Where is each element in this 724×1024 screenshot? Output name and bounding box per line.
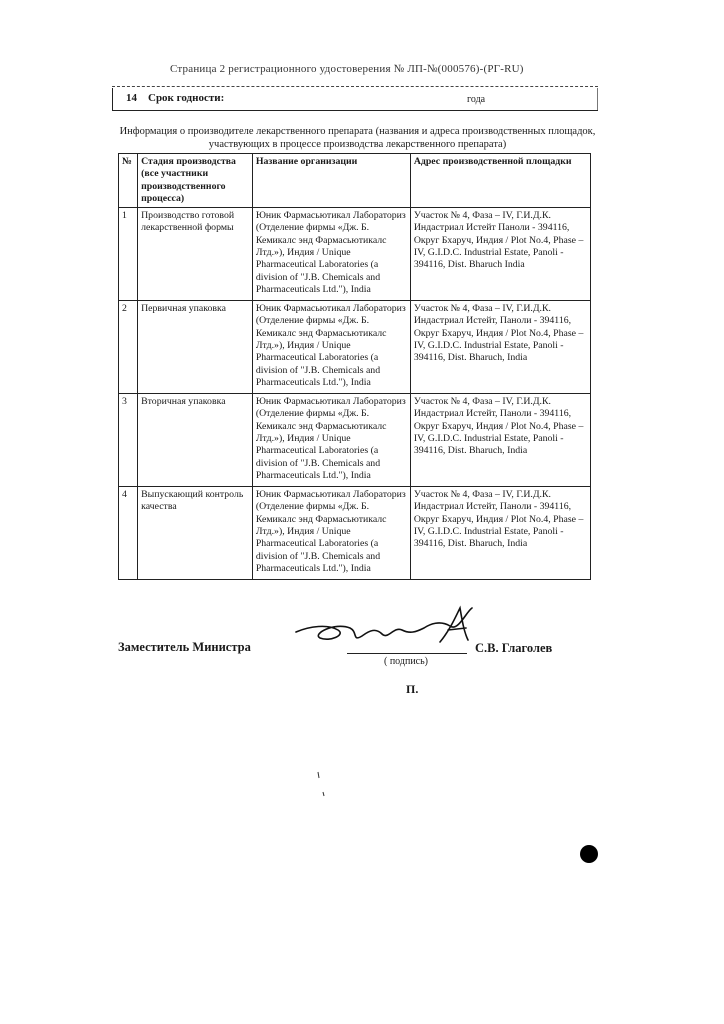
row-stage: Первичная упаковка	[138, 301, 253, 394]
shelf-life-label: Срок годности:	[148, 92, 225, 104]
shelf-life-unit: года	[467, 94, 486, 105]
row-num: 3	[119, 394, 138, 487]
scan-specks-icon	[310, 770, 340, 810]
header-address: Адрес производственной площадки	[410, 154, 590, 208]
row-organization: Юник Фармасьютикал Лабораториз (Отделение фирмы «Дж. Б. Кемикалс энд Фармасьютикалс Лтд.»), Индия / Unique Pharmaceutical Laboratories (a division of "J.B. Chemicals and Pharmaceuticals Ltd."), India	[252, 301, 410, 394]
row-address: Участок № 4, Фаза – IV, Г.И.Д.К. Индастриал Истейт, Паноли - 394116, Округ Бхаруч, Индия / Plot No.4, Phase – IV, G.I.D.C. Industrial Estate, Panoli - 394116, Dist. Bharuch, India	[410, 487, 590, 580]
row-stage: Выпускающий контроль качества	[138, 487, 253, 580]
shelf-life-number: 14	[126, 92, 137, 104]
row-organization: Юник Фармасьютикал Лабораториз (Отделение фирмы «Дж. Б. Кемикалс энд Фармасьютикалс Лтд.»), Индия / Unique Pharmaceutical Laboratories (a division of "J.B. Chemicals and Pharmaceuticals Ltd."), India	[252, 487, 410, 580]
table-row	[119, 487, 591, 580]
shelf-life-row	[112, 88, 598, 108]
shelf-row-bottom-rule	[112, 110, 598, 111]
handwritten-signature-icon	[290, 602, 480, 652]
signature-caption: ( подпись)	[384, 656, 429, 667]
row-num: 2	[119, 301, 138, 394]
row-address: Участок № 4, Фаза – IV, Г.И.Д.К. Индастриал Истейт, Паноли - 394116, Округ Бхаруч, Индия / Plot No.4, Phase – IV, G.I.D.C. Industrial Estate, Panoli - 394116, Dist. Bharuch, India	[410, 301, 590, 394]
page-header: Страница 2 регистрационного удостоверения № ЛП-№(000576)-(РГ-RU)	[170, 63, 524, 75]
row-num: 4	[119, 487, 138, 580]
row-organization: Юник Фармасьютикал Лабораториз (Отделение фирмы «Дж. Б. Кемикалс энд Фармасьютикалс Лтд.»), Индия / Unique Pharmaceutical Laboratories (a division of "J.B. Chemicals and Pharmaceuticals Ltd."), India	[252, 394, 410, 487]
row-stage: Вторичная упаковка	[138, 394, 253, 487]
row-num: 1	[119, 208, 138, 301]
table-row	[119, 208, 591, 301]
table-row	[119, 394, 591, 487]
table-header-row	[119, 154, 591, 208]
seal-mark: П.	[406, 682, 419, 696]
punch-hole-icon	[580, 845, 598, 863]
header-num: №	[119, 154, 138, 208]
table-row	[119, 301, 591, 394]
signature-block	[0, 600, 724, 710]
row-address: Участок № 4, Фаза – IV, Г.И.Д.К. Индастриал Истейт, Паноли - 394116, Округ Бхаруч, Индия / Plot No.4, Phase – IV, G.I.D.C. Industrial Estate, Panoli - 394116, Dist. Bharuch, India	[410, 394, 590, 487]
signatory-name: С.В. Глаголев	[475, 641, 553, 655]
signatory-title: Заместитель Министра	[118, 640, 251, 654]
manufacturer-table	[118, 153, 591, 580]
manufacturer-info-title: Информация о производителе лекарственного препарата (названия и адреса производственных площадок, участвующих в процессе производства лекарственного препарата)	[119, 126, 596, 150]
row-stage: Производство готовой лекарственной формы	[138, 208, 253, 301]
header-stage: Стадия производства (все участники производственного процесса)	[138, 154, 253, 208]
signature-line	[347, 653, 467, 654]
row-organization: Юник Фармасьютикал Лабораториз (Отделение фирмы «Дж. Б. Кемикалс энд Фармасьютикалс Лтд.»), Индия / Unique Pharmaceutical Laboratories (a division of "J.B. Chemicals and Pharmaceuticals Ltd."), India	[252, 208, 410, 301]
header-divider	[112, 86, 598, 87]
row-address: Участок № 4, Фаза – IV, Г.И.Д.К. Индастриал Истейт Паноли - 394116, Округ Бхаруч, Индия / Plot No.4, Phase – IV, G.I.D.C. Industrial Estate, Panoli - 394116, Dist. Bharuch India	[410, 208, 590, 301]
header-organization: Название организации	[252, 154, 410, 208]
